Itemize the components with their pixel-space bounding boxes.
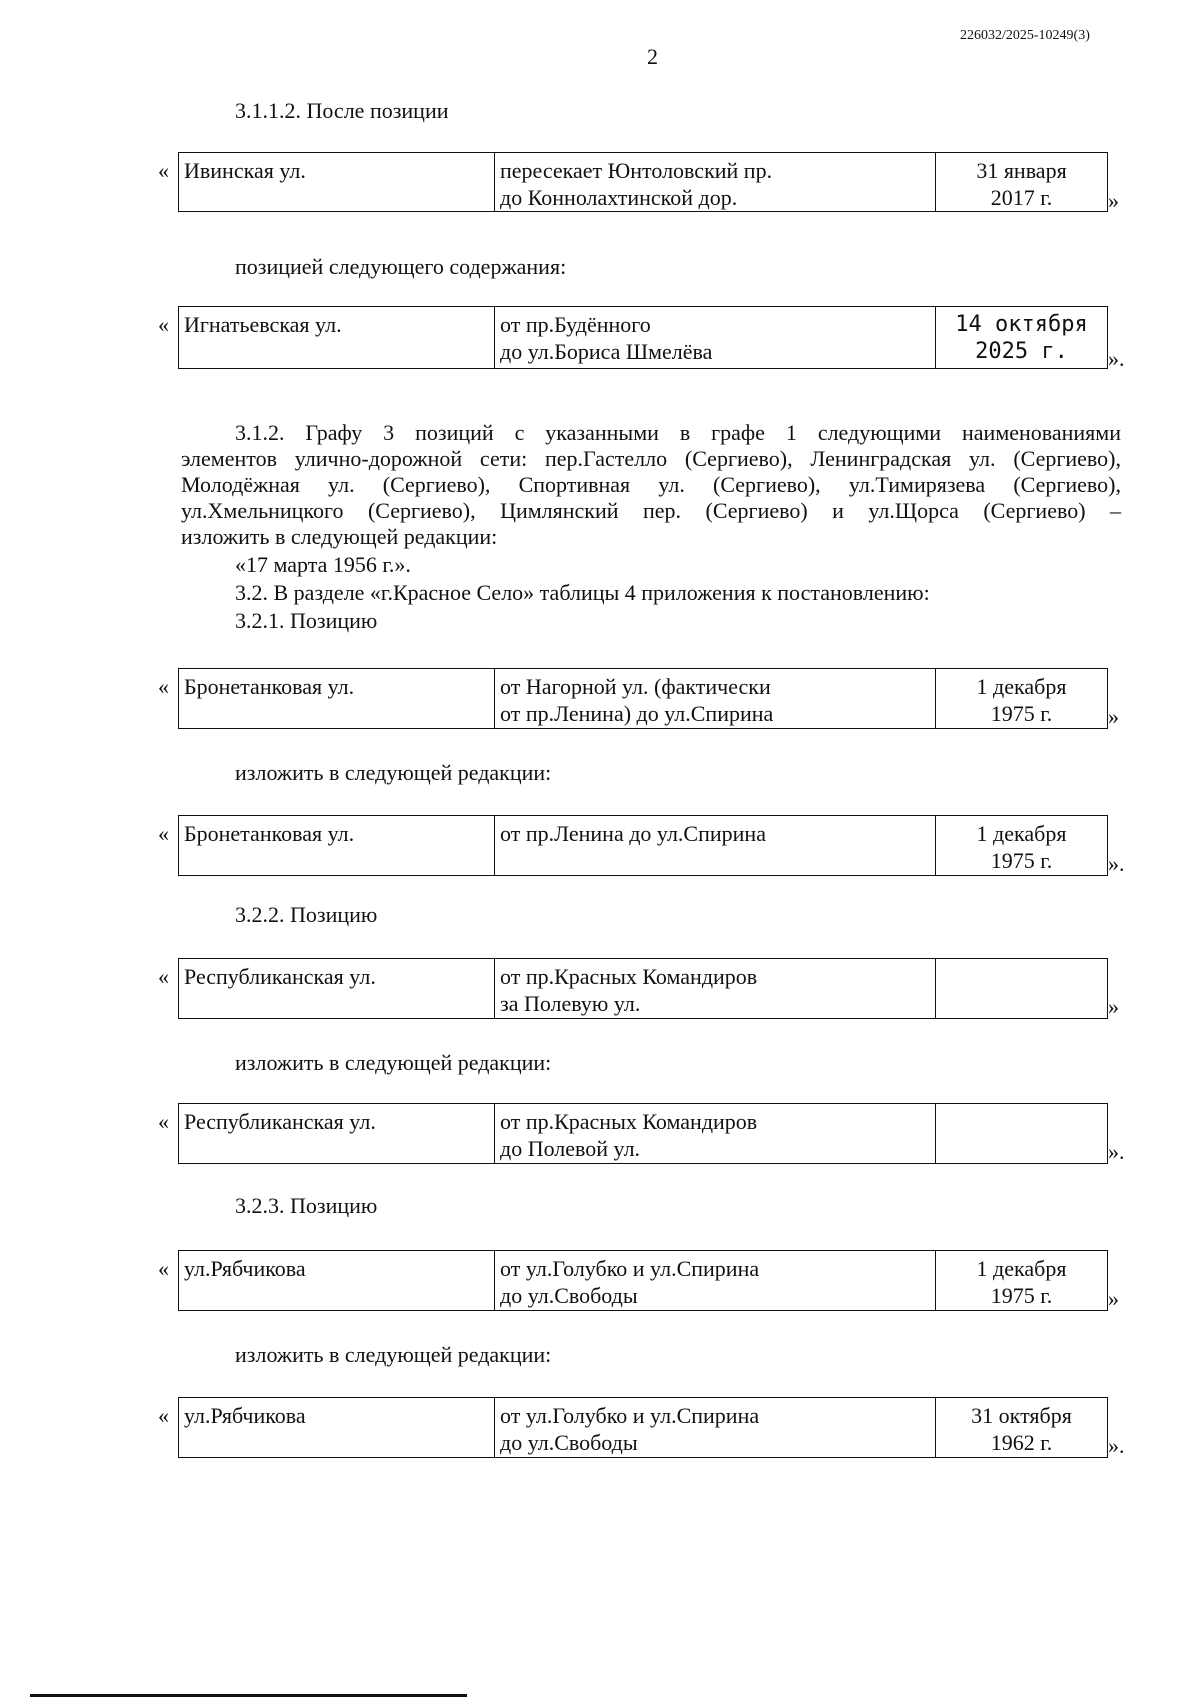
range-cell: от ул.Голубко и ул.Спирина до ул.Свободы bbox=[495, 1398, 936, 1458]
street-name-cell: ул.Рябчикова bbox=[179, 1398, 495, 1458]
street-name-cell: Бронетанковая ул. bbox=[179, 669, 495, 729]
close-quote-end: ». bbox=[1108, 346, 1125, 371]
position-table-5 bbox=[158, 958, 1118, 1028]
date-cell: 31 января 2017 г. bbox=[936, 153, 1108, 212]
section-3-1-2-line-4: ул.Хмельницкого (Сергиево), Цимлянский пер. (Сергиево) и ул.Щорса (Сергиево) – bbox=[181, 498, 1121, 523]
range-cell: от пр.Красных Командиров до Полевой ул. bbox=[495, 1104, 936, 1164]
section-3-1-2-line-5: изложить в следующей редакции: bbox=[181, 524, 498, 549]
street-name-cell: Республиканская ул. bbox=[179, 1104, 495, 1164]
close-quote-end: ». bbox=[1108, 851, 1125, 876]
section-3-2: 3.2. В разделе «г.Красное Село» таблицы 4 приложения к постановлению: bbox=[235, 580, 930, 605]
section-3-1-2-line-1: 3.1.2. Графу 3 позиций с указанными в графе 1 следующими наименованиями bbox=[235, 420, 1121, 445]
street-name-cell: ул.Рябчикова bbox=[179, 1251, 495, 1311]
section-3-2-2: 3.2.2. Позицию bbox=[235, 902, 378, 927]
section-3-1-2-line-3: Молодёжная ул. (Сергиево), Спортивная ул. (Сергиево), ул.Тимирязева (Сергиево), bbox=[181, 472, 1121, 497]
street-name-cell: Бронетанковая ул. bbox=[179, 816, 495, 876]
date-1956: «17 марта 1956 г.». bbox=[235, 552, 411, 577]
position-table-6 bbox=[158, 1103, 1125, 1173]
date-cell bbox=[936, 959, 1108, 1019]
date-cell: 1 декабря 1975 г. bbox=[936, 1251, 1108, 1311]
page-number: 2 bbox=[647, 44, 658, 69]
section-3-2-3: 3.2.3. Позицию bbox=[235, 1193, 378, 1218]
restate-label-2: изложить в следующей редакции: bbox=[235, 1050, 552, 1075]
footer-rule bbox=[30, 1694, 467, 1697]
open-quote: « bbox=[158, 674, 169, 699]
range-cell: от пр.Ленина до ул.Спирина bbox=[495, 816, 936, 876]
close-quote-end: ». bbox=[1108, 1139, 1125, 1164]
close-quote-end: ». bbox=[1108, 1433, 1125, 1458]
open-quote: « bbox=[158, 158, 169, 183]
position-table-3 bbox=[158, 668, 1118, 738]
section-3-1-1-2: 3.1.1.2. После позиции bbox=[235, 98, 449, 123]
section-3-1-2-line-2: элементов улично-дорожной сети: пер.Гастелло (Сергиево), Ленинградская ул. (Сергиево), bbox=[181, 446, 1121, 471]
range-cell: от Нагорной ул. (фактически от пр.Ленина) до ул.Спирина bbox=[495, 669, 936, 729]
position-table-8 bbox=[158, 1397, 1125, 1467]
restate-label-3: изложить в следующей редакции: bbox=[235, 1342, 552, 1367]
date-cell bbox=[936, 1104, 1108, 1164]
range-cell: от ул.Голубко и ул.Спирина до ул.Свободы bbox=[495, 1251, 936, 1311]
range-cell: от пр.Будённого до ул.Бориса Шмелёва bbox=[495, 307, 936, 369]
open-quote: « bbox=[158, 1256, 169, 1281]
close-quote: » bbox=[1108, 704, 1119, 729]
document-id: 226032/2025-10249(3) bbox=[960, 28, 1090, 43]
section-3-2-1: 3.2.1. Позицию bbox=[235, 608, 378, 633]
date-cell: 1 декабря 1975 г. bbox=[936, 669, 1108, 729]
position-table-2 bbox=[158, 306, 1125, 376]
open-quote: « bbox=[158, 821, 169, 846]
close-quote: » bbox=[1108, 1286, 1119, 1311]
open-quote: « bbox=[158, 1403, 169, 1428]
position-table-4 bbox=[158, 815, 1125, 885]
street-name-cell: Республиканская ул. bbox=[179, 959, 495, 1019]
new-position-label: позицией следующего содержания: bbox=[235, 254, 567, 279]
close-quote: » bbox=[1108, 188, 1119, 213]
position-table-7 bbox=[158, 1250, 1118, 1320]
range-cell: от пр.Красных Командиров за Полевую ул. bbox=[495, 959, 936, 1019]
street-name-cell: Ивинская ул. bbox=[179, 153, 495, 212]
date-cell: 31 октября 1962 г. bbox=[936, 1398, 1108, 1458]
open-quote: « bbox=[158, 312, 169, 337]
date-cell: 14 октября 2025 г. bbox=[936, 307, 1108, 369]
street-name-cell: Игнатьевская ул. bbox=[179, 307, 495, 369]
position-table-1 bbox=[158, 152, 1118, 222]
open-quote: « bbox=[158, 1109, 169, 1134]
restate-label-1: изложить в следующей редакции: bbox=[235, 760, 552, 785]
close-quote: » bbox=[1108, 994, 1119, 1019]
open-quote: « bbox=[158, 964, 169, 989]
date-cell: 1 декабря 1975 г. bbox=[936, 816, 1108, 876]
range-cell: пересекает Юнтоловский пр. до Коннолахтинской дор. bbox=[495, 153, 936, 212]
